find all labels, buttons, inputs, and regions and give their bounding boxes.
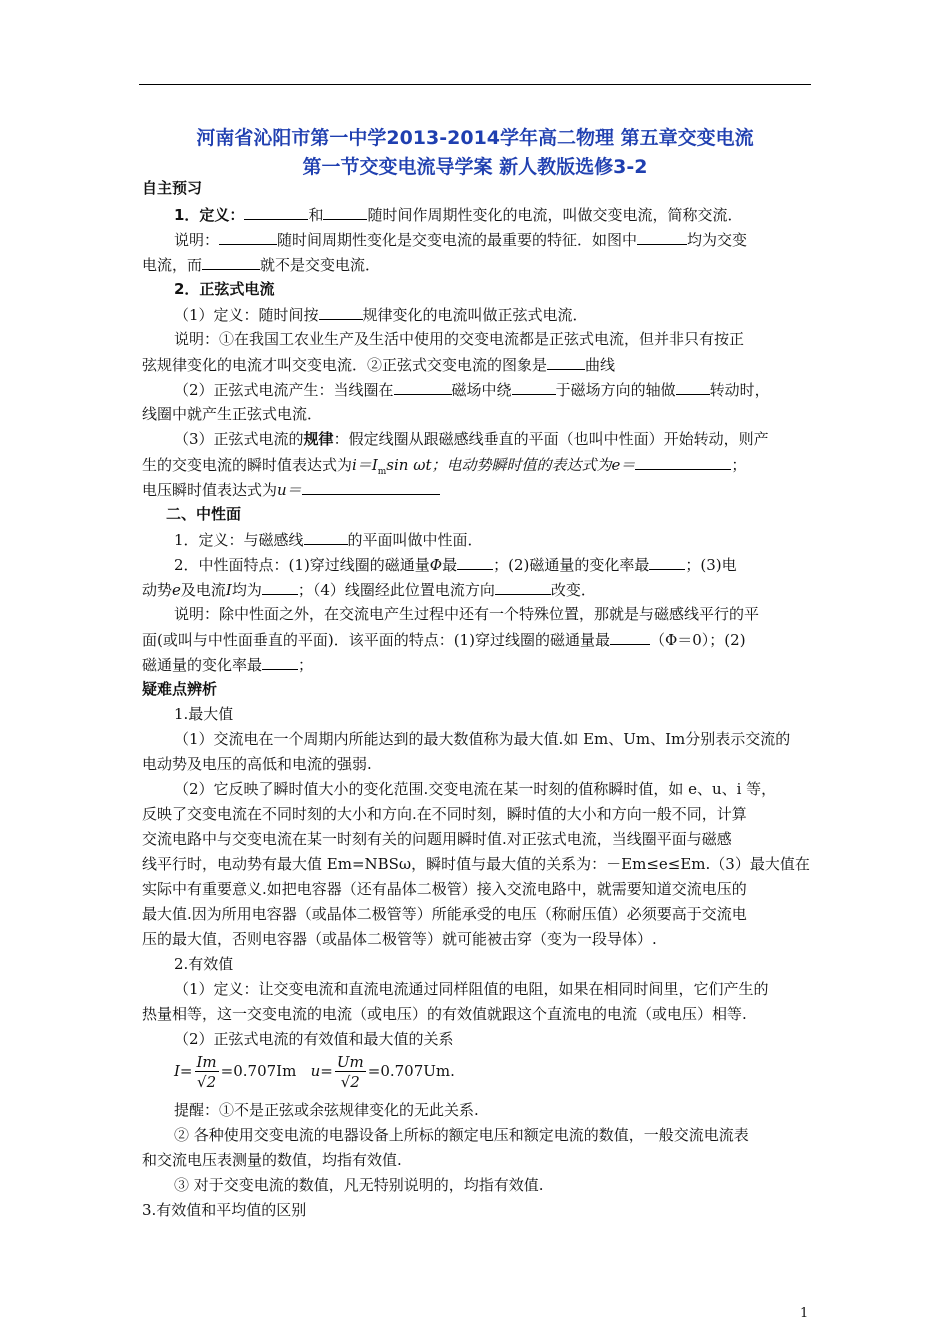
text-line: 和交流电压表测量的数值，均指有效值.: [142, 1151, 402, 1169]
text-line: 说明：①在我国工农业生产及生活中使用的交变电流都是正弦式电流，但并非只有按正: [174, 330, 745, 348]
text-line: （1）交流电在一个周期内所能达到的最大数值称为最大值.如 Em、Um、Im分别表示交流的: [174, 730, 791, 748]
text-line: 2．中性面特点：(1)穿过线圈的磁通量Φ最 ；(2)磁通量的变化率最 ；(3)电: [174, 556, 737, 574]
text-line: （1）定义：让交变电流和直流电流通过同样阻值的电阻，如果在相同时间里，它们产生的: [174, 980, 769, 998]
text-line: 反映了交变电流在不同时刻的大小和方向.在不同时刻，瞬时值的大小和方向一般不同，计算: [142, 805, 747, 823]
text-line: 电流，而 就不是交变电流．: [142, 256, 381, 274]
document-title-line1: 河南省沁阳市第一中学2013-2014学年高二物理 第五章交变电流: [196, 127, 754, 149]
text-line: （2）它反映了瞬时值大小的变化范围.交变电流在某一时刻的值称瞬时值，如 e、u、i 等，: [174, 780, 777, 798]
text-line: 生的交变电流的瞬时值表达式为$i=I_m\sin$ ωt；电动势瞬时值的表达式为e＝ ；: [142, 456, 747, 477]
text-line: 1.最大值: [174, 705, 234, 723]
text-line: （2）正弦式电流产生：当线圈在 磁场中绕 于磁场方向的轴做 转动时，: [174, 381, 770, 399]
text-line: 说明：除中性面之外，在交流电产生过程中还有一个特殊位置，那就是与磁感线平行的平: [174, 605, 760, 623]
text-line: 电压瞬时值表达式为u＝: [142, 479, 440, 500]
heading-sine-current: 2．正弦式电流: [174, 280, 275, 298]
text-line: 弦规律变化的电流才叫交变电流．②正弦式交变电流的图象是 曲线: [142, 356, 616, 374]
text-line: 3.有效值和平均值的区别: [142, 1201, 307, 1219]
text-line: （1）定义：随时间按 规律变化的电流叫做正弦式电流．: [174, 306, 588, 324]
text-line: ② 各种使用交变电流的电器设备上所标的额定电压和额定电流的数值，一般交流电流表: [174, 1126, 749, 1144]
text-line: 1．定义： 和 随时间作周期性变化的电流，叫做交变电流，简称交流．: [174, 206, 743, 224]
text-line: 动势e及电流I均为 ；（4）线圈经此位置电流方向 改变．: [142, 581, 596, 599]
text-line: 1．定义：与磁感线 的平面叫做中性面．: [174, 531, 483, 549]
section-self-preview: 自主预习: [142, 179, 203, 197]
text-line: 2.有效值: [174, 955, 234, 973]
text-line: 电动势及电压的高低和电流的强弱.: [142, 755, 372, 773]
text-line: 热量相等，这一交变电流的电流（或电压）的有效值就跟这个直流电的电流（或电压）相等.: [142, 1005, 747, 1023]
text-line: 提醒：①不是正弦或余弦规律变化的无此关系.: [174, 1101, 479, 1119]
section-neutral-plane: 二、中性面: [166, 505, 242, 523]
text-line: 交流电路中与交变电流在某一时刻有关的问题用瞬时值.对正弦式电流，当线圈平面与磁感: [142, 830, 732, 848]
text-line: 说明： 随时间周期性变化是交变电流的最重要的特征．如图中 均为交变: [174, 231, 748, 249]
text-line: （2）正弦式电流的有效值和最大值的关系: [174, 1030, 454, 1048]
formula-effective-value: I= $\frac{Im}{√2}$ =0.707Im u= $\frac{Um}{√2}$ =0.707Um.: [174, 1052, 455, 1091]
text-line: 压的最大值，否则电容器（或晶体二极管等）就可能被击穿（变为一段导体）.: [142, 930, 657, 948]
text-line: 线平行时，电动势有最大值 Em=NBSω，瞬时值与最大值的关系为：－Em≤e≤Em.（3）最大值在: [142, 855, 810, 873]
document-title-line2: 第一节交变电流导学案 新人教版选修3-2: [302, 156, 648, 178]
text-line: 磁通量的变化率最 ；: [142, 656, 314, 674]
text-line: 实际中有重要意义.如把电容器（还有晶体二极管）接入交流电路中，就需要知道交流电压的: [142, 880, 747, 898]
page-number: 1: [800, 1306, 809, 1321]
text-line: （3）正弦式电流的规律：假定线圈从跟磁感线垂直的平面（也叫中性面）开始转动，则产: [174, 430, 769, 448]
text-line: 最大值.因为所用电容器（或晶体二极管等）所能承受的电压（称耐压值）必须要高于交流电: [142, 905, 747, 923]
section-difficult-points: 疑难点辨析: [142, 680, 218, 698]
text-line: 线圈中就产生正弦式电流．: [142, 405, 323, 423]
header-rule: [139, 84, 811, 85]
text-line: ③ 对于交变电流的数值，凡无特别说明的，均指有效值.: [174, 1176, 544, 1194]
text-line: 面(或叫与中性面垂直的平面)．该平面的特点：(1)穿过线圈的磁通量最 （Φ＝0）；(2): [142, 631, 746, 649]
